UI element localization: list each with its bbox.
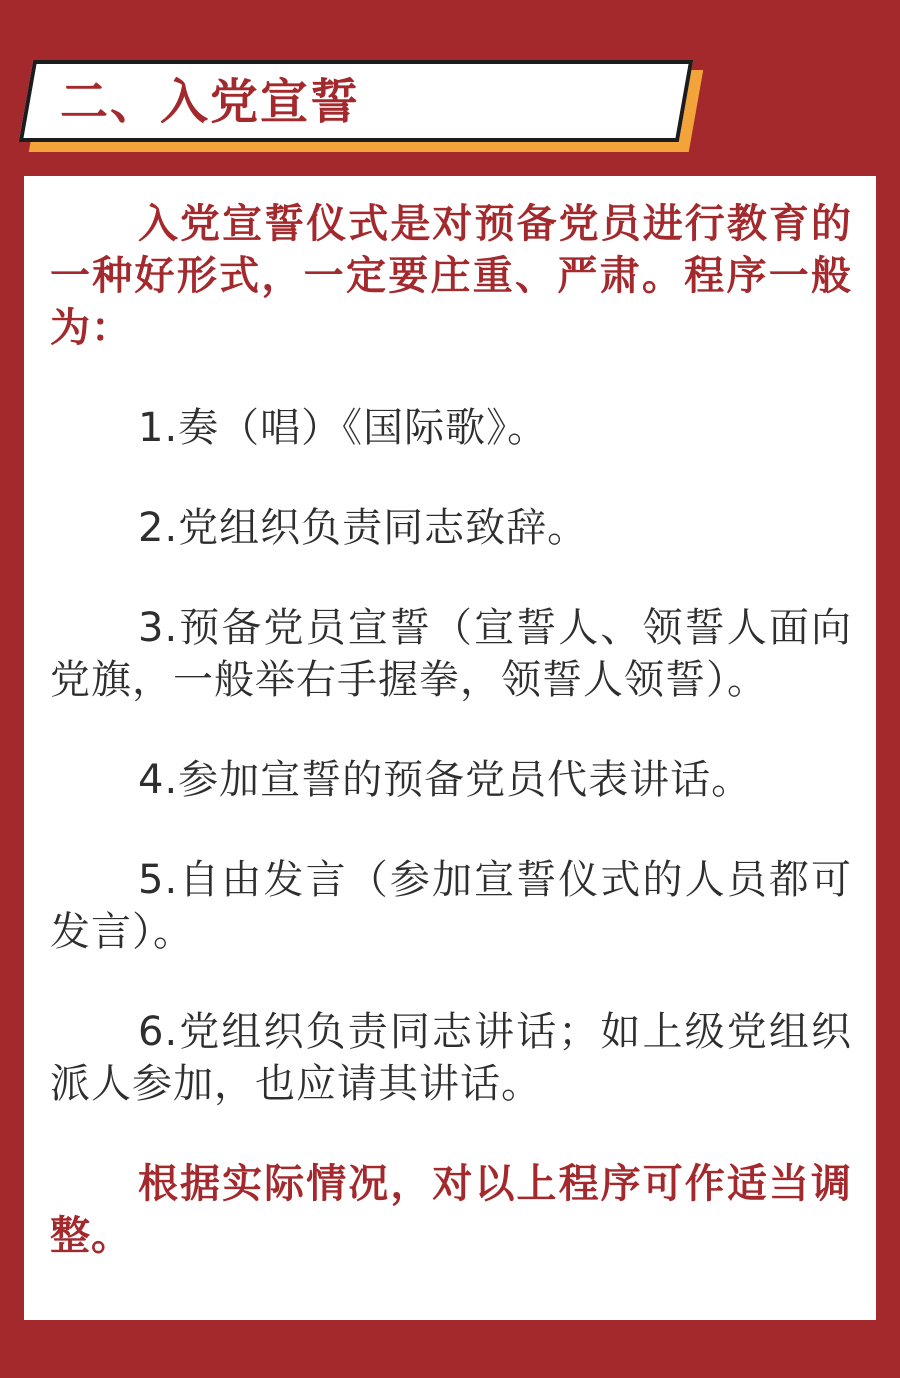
step-4: 4.参加宣誓的预备党员代表讲话。 — [138, 757, 753, 803]
section-title: 二、入党宣誓 — [60, 74, 361, 130]
spacer — [50, 958, 852, 1006]
step-2: 2.党组织负责同志致辞。 — [138, 505, 589, 551]
step-1: 1.奏（唱）《国际歌》。 — [138, 405, 549, 451]
spacer — [50, 806, 852, 854]
spacer — [50, 454, 852, 502]
step-6: 6.党组织负责同志讲话；如上级党组织派人参加，也应请其讲话。 — [50, 1009, 852, 1107]
step-5: 5.自由发言（参加宣誓仪式的人员都可发言）。 — [50, 857, 852, 955]
intro-paragraph: 入党宣誓仪式是对预备党员进行教育的一种好形式，一定要庄重、严肃。程序一般为： — [50, 201, 852, 351]
spacer — [50, 706, 852, 754]
step-3: 3.预备党员宣誓（宣誓人、领誓人面向党旗，一般举右手握拳，领誓人领誓）。 — [50, 605, 852, 703]
closing-paragraph: 根据实际情况，对以上程序可作适当调整。 — [50, 1161, 852, 1259]
content-card — [24, 176, 876, 1320]
spacer — [50, 1110, 852, 1158]
spacer — [50, 554, 852, 602]
spacer — [50, 354, 852, 402]
